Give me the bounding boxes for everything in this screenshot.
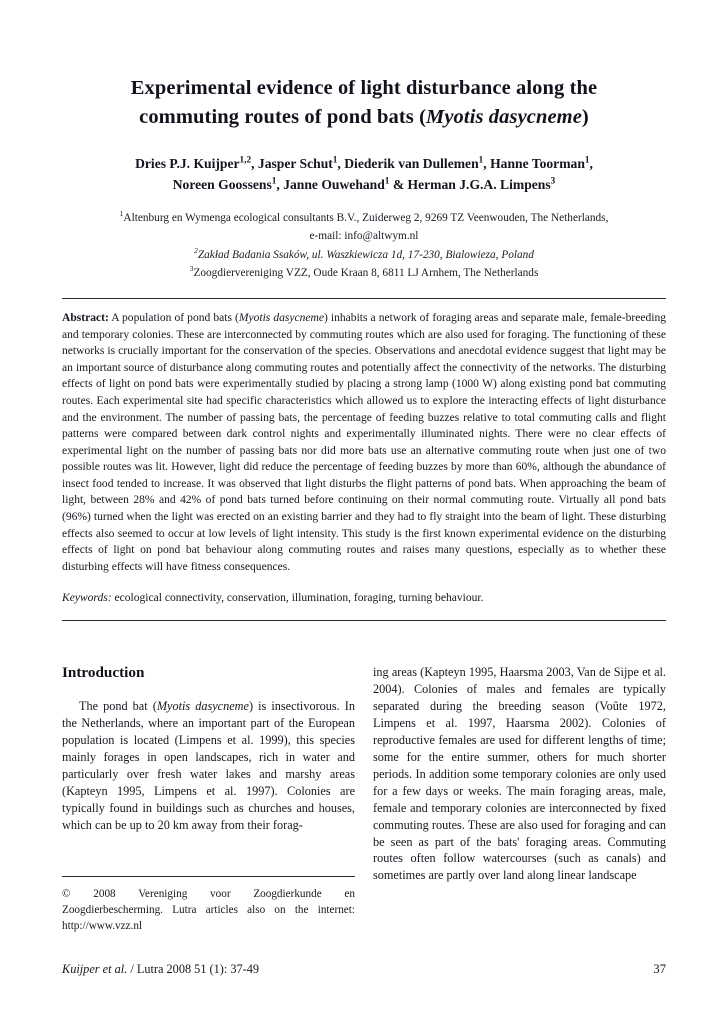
introduction-paragraph-right: ing areas (Kapteyn 1995, Haarsma 2003, Van de Sijpe et al. 2004). Colonies of males and females are typically separated during the breeding season (Voûte 1972, Limpens et al. 1997, Haarsma 2002). Colonies of reproductive females are used for different lengths of time; some for the entire summer, others for much shorter periods. In addition some temporary colonies are only used for a few days or weeks. The main foraging areas, male, female and temporary colonies are interconnected by fixed commuting routes. These are also used for foraging and can be seen as part of the bats' foraging areas. Commuting routes often follow watercourses (such as canals) and sometimes are partly over land along linear landscape <box>373 665 667 883</box>
abstract-label: Abstract: <box>62 312 109 325</box>
section-heading-introduction: Introduction <box>62 664 145 681</box>
author-limpens: & Herman J.G.A. Limpens <box>389 176 551 192</box>
affiliation-list <box>62 209 666 282</box>
affiliation-text-3: Zoogdiervereniging VZZ, Oude Kraan 8, 6811 LJ Arnhem, The Netherlands <box>193 266 539 279</box>
introduction-species-name: Myotis dasycneme <box>156 699 249 714</box>
affiliation-item-2 <box>62 246 666 264</box>
footer-citation <box>62 962 259 977</box>
affiliation-marker-3: 3 <box>189 264 194 274</box>
abstract-species-name: Myotis dasycneme <box>238 312 325 325</box>
body-column-left <box>62 664 355 834</box>
affiliation-marker-1: 1 <box>119 209 124 219</box>
affiliation-item-3 <box>62 264 666 282</box>
introduction-paragraph-left <box>62 698 355 834</box>
affiliation-text-1: Altenburg en Wymenga ecological consultants B.V., Zuiderweg 2, 9269 TZ Veenwouden, The Netherlands, <box>123 212 609 224</box>
abstract-part-1: A population of pond bats ( <box>108 312 239 325</box>
title-line-1: Experimental evidence of light disturbance along the <box>130 77 598 99</box>
title-line-2-suffix: ) <box>581 106 589 129</box>
author-limpens-affiliation-marker: 3 <box>550 175 556 186</box>
author-kuijper: Dries P.J. Kuijper <box>135 156 240 172</box>
author-toorman: , Hanne Toorman <box>483 156 585 172</box>
affiliation-marker-2: 2 <box>194 245 198 255</box>
author-ouwehand-affiliation-marker: 1 <box>384 175 390 186</box>
author-van-dullemen-affiliation-marker: 1 <box>478 154 484 165</box>
author-goossens: Noreen Goossens <box>172 176 272 192</box>
footer-citation-authors: Kuijper et al. <box>62 962 128 976</box>
author-list <box>62 154 666 195</box>
footer-citation-source: / Lutra 2008 51 (1): 37-49 <box>127 962 260 976</box>
abstract-bottom-divider <box>62 620 666 621</box>
copyright-divider <box>62 876 355 877</box>
page-footer <box>62 962 666 977</box>
paper-header-content <box>62 0 666 621</box>
copyright-notice <box>62 876 355 934</box>
author-van-dullemen: , Diederik van Dullemen <box>337 156 479 172</box>
abstract-top-divider <box>62 298 666 299</box>
author-ouwehand: , Janne Ouwehand <box>276 176 385 192</box>
affiliation-text-2: Zakład Badania Ssaków, ul. Waszkiewicza 1d, 17-230, Bialowieza, Poland <box>197 248 534 261</box>
affiliation-item-1 <box>62 209 666 227</box>
footer-page-number: 37 <box>653 962 666 976</box>
abstract-paragraph <box>62 310 666 575</box>
author-line-1-separator: , <box>589 156 593 172</box>
keywords-label: Keywords: <box>62 592 112 605</box>
introduction-text-suffix: ) is insectivorous. In the Netherlands, where an important part of the European population is located (Limpens et al. 1999), this species mainly forages in open landscapes, rich in water and particularly over fresh water lakes and marshy areas (Kapteyn 1995, Limpens et al. 1997). Colonies are typically found in buildings such as churches and houses, which can be up to 20 km away from their forag- <box>62 699 356 832</box>
title-species-name: Myotis dasycneme <box>426 106 582 129</box>
author-kuijper-affiliation-marker: 1,2 <box>239 154 252 165</box>
affiliation-email <box>62 227 666 245</box>
author-schut: , Jasper Schut <box>251 156 333 172</box>
introduction-text-prefix: The pond bat ( <box>79 699 157 714</box>
author-toorman-affiliation-marker: 1 <box>584 154 590 165</box>
page-title <box>62 74 666 132</box>
keywords-value: ecological connectivity, conservation, illumination, foraging, turning behaviour. <box>111 592 484 605</box>
affiliation-email-text: e-mail: info@altwym.nl <box>309 230 419 243</box>
body-column-right <box>373 664 666 884</box>
keywords-line <box>62 590 666 606</box>
title-line-2-prefix: commuting routes of pond bats ( <box>139 106 427 129</box>
abstract-part-2: ) inhabits a network of foraging areas and separate male, female-breeding and temporary colonies. These are interconnected by commuting routes which are also used for foraging. The functioning of these networks is crucially important for the conservation of the species. Observations and anecdotal evidence suggest that light may be an important source of disturbance along commuting routes and potentially affect the connectivity of the networks. The disturbing effects of light on pond bats were experimentally studied by placing a strong lamp (1000 W) along existing pond bat commuting routes. Each experimental site had specific characteristics which allowed us to explore the interacting effects of light disturbance and the environment. The number of passing bats, the percentage of feeding buzzes relative to total commuting calls and flight patterns were compared between dark control nights and experimentally illuminated nights. There were no clear effects of experimental light on the number of passing bats nor did more bats use an alternative commuting route when just one of two possible routes was lit. However, light did reduce the percentage of feeding buzzes by more than 60%, although the abundance of insect food tended to increase. It was observed that light disturbs the flight patterns of pond bats. When approaching the beam of light, between 28% and 42% of pond bats turned before continuing on their normal commuting route. Virtually all pond bats (96%) turned when the light was erected on an existing barrier and they had to fly straight into the beam of light. These disturbing effects also seemed to occur at low levels of light intensity. This study is the first known experimental evidence on the disturbing effects of light on pond bat behaviour along commuting routes and raises many questions, especially as to whether these disturbing effects will have fitness consequences. <box>62 312 666 573</box>
author-schut-affiliation-marker: 1 <box>332 154 338 165</box>
copyright-text: © 2008 Vereniging voor Zoogdierkunde en Zoogdierbescherming. Lutra articles also on the internet: http://www.vzz.nl <box>62 888 355 933</box>
author-goossens-affiliation-marker: 1 <box>271 175 277 186</box>
